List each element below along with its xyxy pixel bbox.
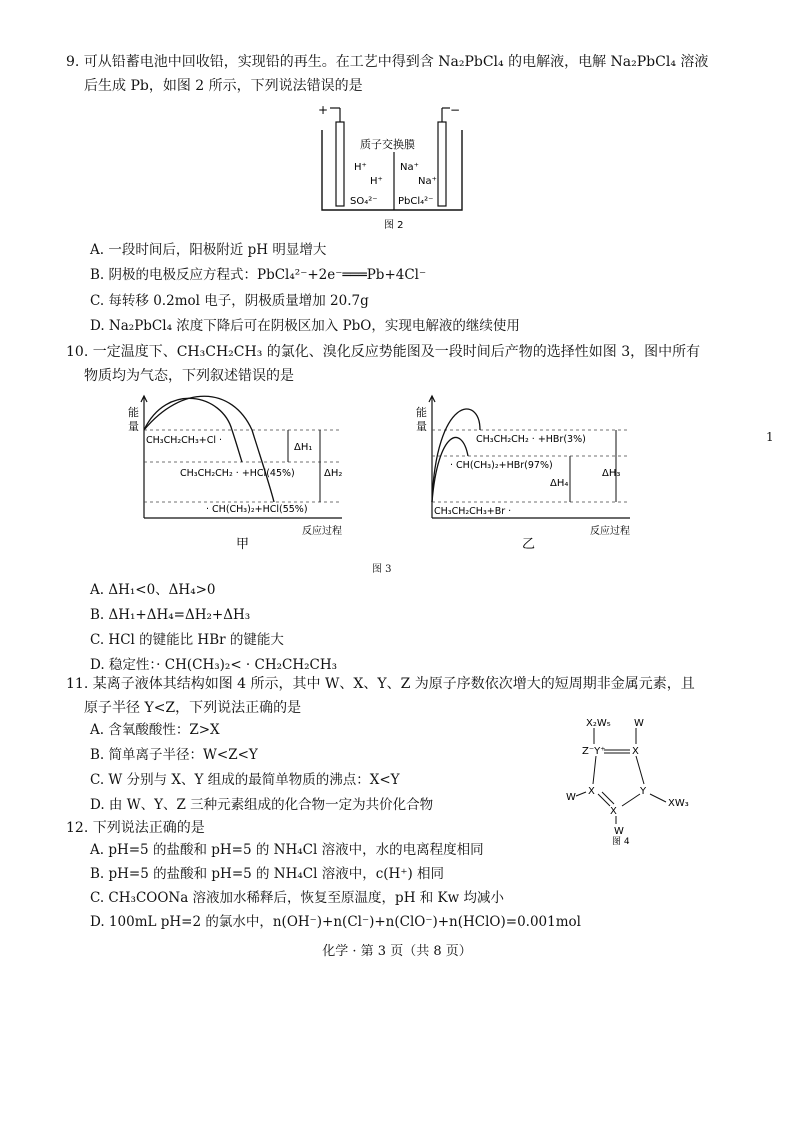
yi-product-1-label: CH₃CH₂CH₂ · +HBr(3%): [476, 434, 586, 445]
struct-w-top: W: [634, 718, 644, 729]
ion-na-plus-2: Na⁺: [418, 176, 437, 187]
yi-y-label-1: 能: [416, 406, 427, 419]
jia-curve-2: [144, 396, 274, 502]
anode-electrode: [336, 122, 344, 206]
figure-4-caption: 图 4: [612, 837, 630, 846]
struct-w-left: W: [566, 792, 576, 803]
cathode-electrode: [438, 122, 446, 206]
q9-option-b: B. 阴极的电极反应方程式：PbCl₄²⁻+2e⁻═══Pb+4Cl⁻: [90, 267, 427, 283]
q10-stem-line1: 10. 一定温度下、CH₃CH₂CH₃ 的氯化、溴化反应势能图及一段时间后产物的选择性如图 3，图中所有: [66, 344, 701, 360]
jia-delta-h2: ΔH₂: [324, 468, 343, 479]
q10-option-c: C. HCl 的键能比 HBr 的键能大: [90, 632, 284, 648]
yi-y-label-2: 量: [416, 420, 427, 433]
q9-option-d: D. Na₂PbCl₄ 浓度下降后可在阴极区加入 PbO，实现电解液的继续使用: [90, 318, 520, 334]
yi-x-label: 反应过程: [590, 526, 630, 537]
q10-option-b: B. ΔH₁+ΔH₄=ΔH₂+ΔH₃: [90, 607, 251, 623]
jia-y-label-2: 量: [128, 420, 139, 433]
q9-stem-line2: 后生成 Pb，如图 2 所示，下列说法错误的是: [84, 78, 363, 94]
q9-option-a: A. 一段时间后，阳极附近 pH 明显增大: [90, 242, 327, 258]
struct-x-bottom: X: [610, 806, 617, 817]
struct-xw3: XW₃: [668, 798, 689, 809]
q10-option-a: A. ΔH₁<0、ΔH₄>0: [90, 582, 216, 598]
struct-y: Y: [640, 786, 647, 797]
q11-stem-line2: 原子半径 Y<Z，下列说法正确的是: [84, 700, 302, 716]
figure-2-electrolysis-cell: [310, 100, 480, 232]
jia-reactant-label: CH₃CH₂CH₃+Cl ·: [146, 435, 223, 446]
struct-x-right: X: [632, 746, 639, 757]
q12-option-a: A. pH=5 的盐酸和 pH=5 的 NH₄Cl 溶液中，水的电离程度相同: [90, 842, 484, 858]
anode-plus-sign: +: [318, 103, 329, 117]
ion-na-plus-1: Na⁺: [400, 162, 419, 173]
yi-delta-h4: ΔH₄: [550, 478, 569, 489]
jia-x-label: 反应过程: [302, 526, 342, 537]
struct-x-left: X: [588, 786, 595, 797]
struct-x2w5: X₂W₅: [586, 718, 611, 729]
yi-name: 乙: [522, 537, 536, 550]
struct-w-bottom: W: [614, 826, 624, 837]
jia-product-1-label: CH₃CH₂CH₂ · +HCl(45%): [180, 468, 295, 479]
q12-option-c: C. CH₃COONa 溶液加水稀释后，恢复至原温度，pH 和 Kw 均减小: [90, 890, 504, 906]
ion-h-plus-2: H⁺: [370, 176, 383, 187]
q11-option-c: C. W 分别与 X、Y 组成的最简单物质的沸点：X<Y: [90, 772, 400, 788]
page-footer: 化学 · 第 3 页（共 8 页）: [322, 944, 472, 959]
struct-zy: Z⁻Y⁺: [582, 746, 606, 757]
jia-product-2-label: · CH(CH₃)₂+HCl(55%): [206, 504, 308, 515]
figure-3-jia-energy-diagram: [122, 390, 362, 550]
membrane-label: 质子交换膜: [360, 138, 415, 151]
figure-2-caption: 图 2: [384, 220, 404, 231]
figure-3-caption: 图 3: [372, 564, 392, 575]
q11-stem-line1: 11. 某离子液体其结构如图 4 所示，其中 W、X、Y、Z 为原子序数依次增大的短周期非金属元素，且: [66, 676, 695, 692]
figure-3-yi-energy-diagram: [410, 390, 650, 550]
q11-option-b: B. 简单离子半径：W<Z<Y: [90, 747, 258, 763]
yi-product-2-label: · CH(CH₃)₂+HBr(97%): [450, 460, 553, 471]
cathode-minus-sign: −: [450, 103, 461, 117]
yi-curve-1: [432, 409, 480, 502]
q11-option-d: D. 由 W、Y、Z 三种元素组成的化合物一定为共价化合物: [90, 797, 434, 813]
q12-option-b: B. pH=5 的盐酸和 pH=5 的 NH₄Cl 溶液中，c(H⁺) 相同: [90, 866, 445, 882]
q10-stem-line2: 物质均为气态，下列叙述错误的是: [84, 368, 294, 384]
jia-name: 甲: [236, 537, 250, 550]
yi-reactant-label: CH₃CH₂CH₃+Br ·: [434, 506, 512, 517]
ion-h-plus-1: H⁺: [354, 162, 367, 173]
ion-pbcl4: PbCl₄²⁻: [398, 196, 434, 207]
q9-option-c: C. 每转移 0.2mol 电子，阴极质量增加 20.7g: [90, 293, 369, 309]
ion-sulfate: SO₄²⁻: [350, 196, 378, 207]
q10-option-d: D. 稳定性：· CH(CH₃)₂< · CH₂CH₂CH₃: [90, 657, 338, 673]
q11-option-a: A. 含氧酸酸性：Z>X: [90, 722, 220, 738]
q9-stem-line1: 9. 可从铅蓄电池中回收铅，实现铅的再生。在工艺中得到含 Na₂PbCl₄ 的电解液，电解 Na₂PbCl₄ 溶液: [66, 54, 709, 70]
q12-stem: 12. 下列说法正确的是: [66, 820, 205, 836]
corner-mark: 1: [766, 430, 774, 444]
jia-y-label-1: 能: [128, 406, 139, 419]
q12-option-d: D. 100mL pH=2 的氯水中，n(OH⁻)+n(Cl⁻)+n(ClO⁻)+n(HClO)=0.001mol: [90, 914, 581, 930]
yi-delta-h3: ΔH₃: [602, 468, 621, 479]
jia-delta-h1: ΔH₁: [294, 442, 313, 453]
